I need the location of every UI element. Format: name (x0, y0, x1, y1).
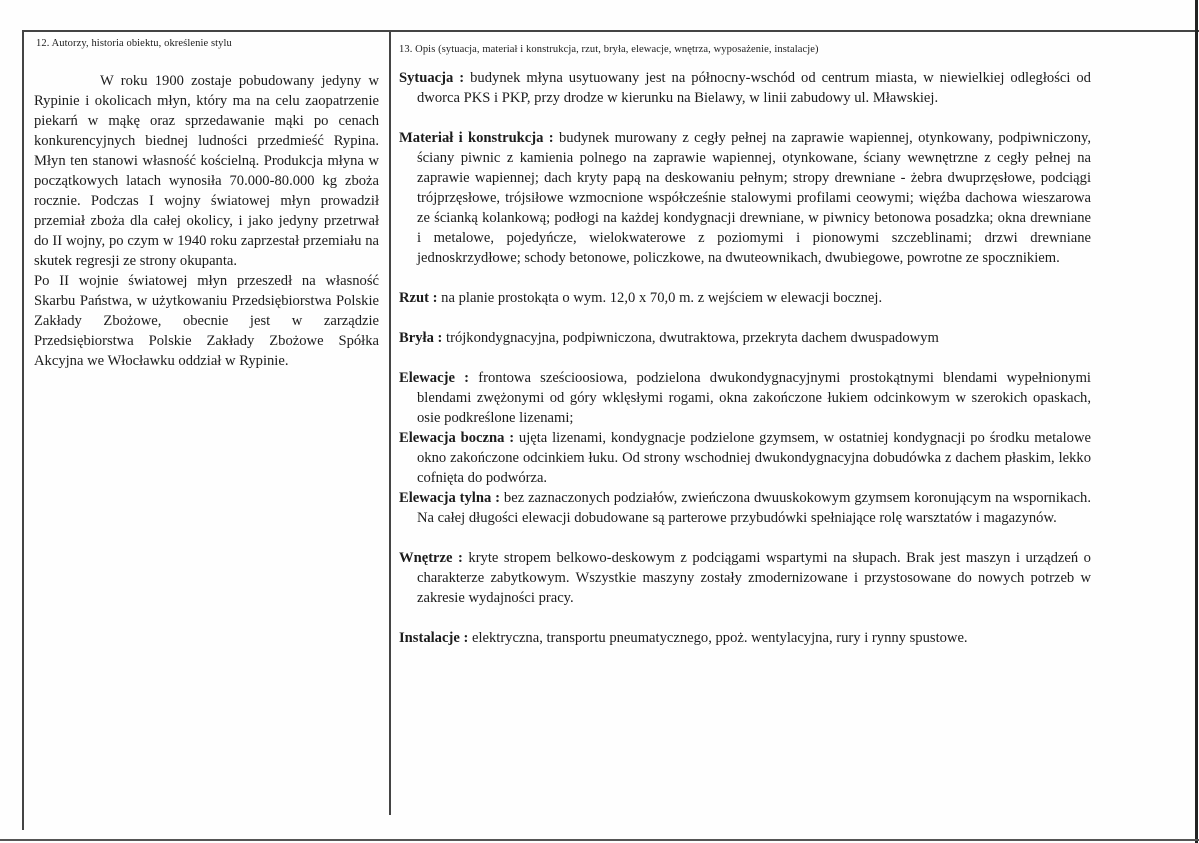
history-paragraph-1: W roku 1900 zostaje pobudowany jedyny w Rypinie i okolicach młyn, który ma na celu zaopatrzenie piekarń w mąkę oraz sprzedawanie mąki po cenach konkurencyjnych biednej ludności przedmieść Rypina. Młyn ten stanowi własność kościelną. Produkcja młyna w początkowych latach wynosiła 70.000-80.000 kg zboża rocznie. Podczas I wojny światowej młyn prowadził przemiał zboża dla całej okolicy, i jako jedyny przetrwał do II wojny, po czym w 1940 roku zaprzestał przemiału na skutek regresji ze strony okupanta. (34, 73, 379, 269)
section-elewacja-boczna (399, 428, 1091, 488)
section-label: Sytuacja : (399, 70, 465, 86)
history-text (34, 71, 379, 371)
section-body: budynek młyna usytuowany jest na północny-wschód od centrum miasta, w niewielkiej odległości od dworca PKS i PKP, przy drodze w kierunku na Bielawy, w linii zabudowy ul. Mławskiej. (417, 70, 1091, 106)
section-elewacja-tylna (399, 488, 1091, 528)
section-body: elektryczna, transportu pneumatycznego, ppoż. wentylacyjna, rury i rynny spustowe. (468, 630, 968, 646)
history-column (34, 38, 379, 371)
description-text (399, 68, 1091, 648)
section-body: frontowa sześcioosiowa, podzielona dwukondygnacyjnymi prostokątnymi blendami wypełnionymi blendami zwężonymi od góry wklęsłymi rogami, okna zakończone łukiem odcinkowym w szerokich opaskach, osie podkreślone lizenami; (417, 370, 1091, 426)
frame-bottom-edge (0, 839, 1199, 841)
section-body: kryte stropem belkowo-deskowym z podciągami wspartymi na słupach. Brak jest maszyn i urządzeń o charakterze zabytkowym. Wszystkie maszyny zostały zmodernizowane i przystosowane do nowych potrzeb w zakresie wydajności pracy. (417, 550, 1091, 606)
section-bryla (399, 328, 1091, 348)
section-label: Rzut : (399, 290, 438, 306)
frame-left-line (22, 30, 24, 830)
section-label: Instalacje : (399, 630, 469, 646)
history-paragraph-2: Po II wojnie światowej młyn przeszedł na własność Skarbu Państwa, w użytkowaniu Przedsiębiorstwa Polskie Zakłady Zbożowe, obecnie jest w zarządzie Przedsiębiorstwa Polskie Zakłady Zbożowe Spółka Akcyjna we Włocławku oddział w Rypinie. (34, 273, 379, 369)
section-material (399, 128, 1091, 268)
section-rzut (399, 288, 1091, 308)
section-body: na planie prostokąta o wym. 12,0 x 70,0 m. z wejściem w elewacji bocznej. (437, 290, 883, 306)
section-sytuacja (399, 68, 1091, 108)
section-label: Materiał i konstrukcja : (399, 130, 554, 146)
section-label: Wnętrze : (399, 550, 463, 566)
section-instalacje (399, 628, 1091, 648)
description-column (399, 42, 1091, 668)
history-heading: 12. Autorzy, historia obiektu, określenie stylu (36, 38, 232, 49)
section-body: ujęta lizenami, kondygnacje podzielone gzymsem, w ostatniej kondygnacji po środku metalowe okno zakończone odcinkiem łuku. Od strony wschodniej dwukondygnacyjna dobudówka z dachem płaskim, lekko cofnięta do podwórza. (417, 430, 1091, 486)
section-body: trójkondygnacyjna, podpiwniczona, dwutraktowa, przekryta dachem dwuspadowym (442, 330, 939, 346)
section-label: Bryła : (399, 330, 443, 346)
frame-right-edge (1195, 0, 1198, 843)
section-body: budynek murowany z cegły pełnej na zaprawie wapiennej, otynkowany, podpiwniczony, ściany piwnic z kamienia polnego na zaprawie wapiennej, otynkowane, ściany wewnętrzne z cegły pełnej na zaprawie wapiennej; dach kryty papą na deskowaniu pełnym; stropy drewniane - żebra dwuprzęsłowe, podciągi trójprzęsłowe, trójsiłowe wzmocnione współcześnie stalowymi profilami ceowymi; więźba dachowa wieszarowa ze ścianką kolankową; podłogi na każdej kondygnacji drewniane, w piwnicy betonowa posadzka; okna drewniane i metalowe, pojedyńcze, wielokwaterowe z poziomymi i pionowymi szczeblinami; drzwi drewniane jednoskrzydłowe; schody betonowe, policzkowe, na dwuteownikach, dwubiegowe, powrotne ze spocznikiem. (417, 130, 1091, 266)
column-divider (389, 32, 391, 815)
section-label: Elewacja tylna : (399, 490, 501, 506)
section-body: bez zaznaczonych podziałów, zwieńczona dwuuskokowym gzymsem koronującym na wspornikach. Na całej długości elewacji dobudowane są parterowe przybudówki spełniające rolę warsztatów i magazynów. (417, 490, 1091, 526)
frame-top-line (22, 30, 1199, 32)
section-label: Elewacja boczna : (399, 430, 515, 446)
section-wnetrze (399, 548, 1091, 608)
description-heading: 13. Opis (sytuacja, materiał i konstrukcja, rzut, bryła, elewacje, wnętrza, wyposażenie, instalacje) (399, 44, 819, 55)
section-label: Elewacje : (399, 370, 470, 386)
section-elewacje (399, 368, 1091, 428)
